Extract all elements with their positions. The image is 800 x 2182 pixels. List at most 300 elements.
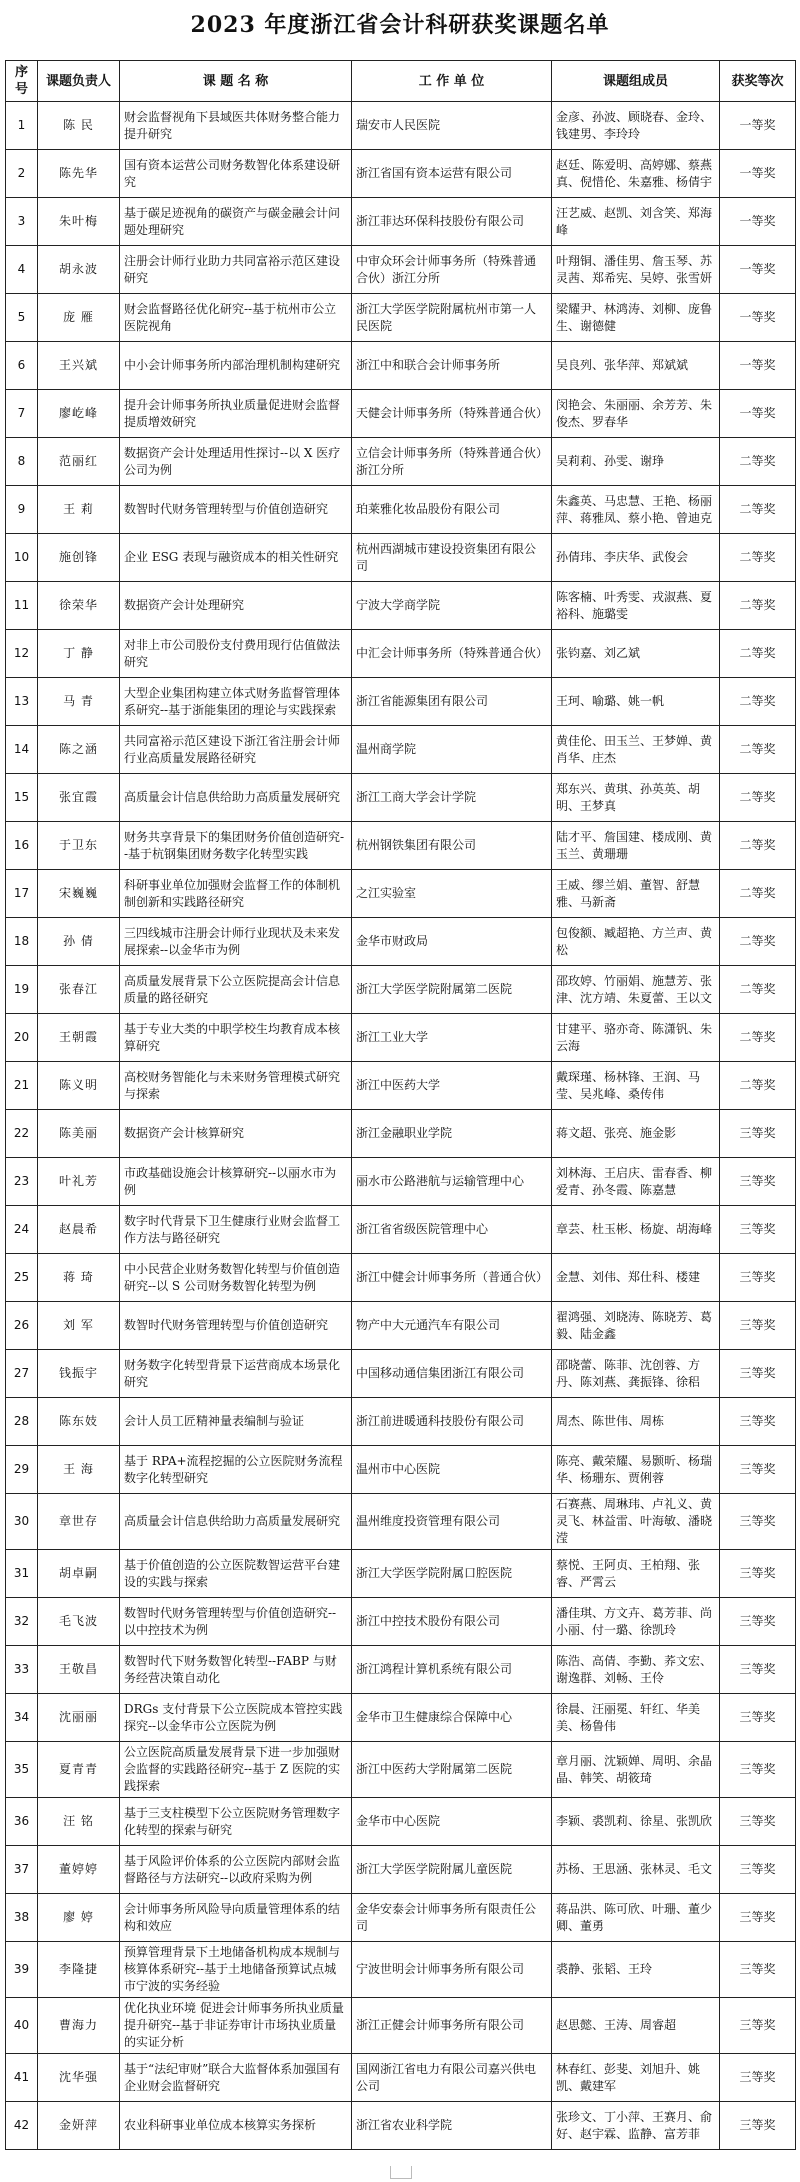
team-members: 陆才平、詹国建、楼成刚、黄玉兰、黄珊珊 [552, 822, 720, 870]
row-number: 33 [6, 1646, 38, 1694]
project-title: 高质量发展背景下公立医院提高会计信息质量的路径研究 [120, 966, 352, 1014]
award-level: 一等奖 [720, 246, 796, 294]
project-leader: 庞 雁 [38, 294, 120, 342]
project-title: 共同富裕示范区建设下浙江省注册会计师行业高质量发展路径研究 [120, 726, 352, 774]
work-unit: 浙江省能源集团有限公司 [352, 678, 552, 726]
row-number: 14 [6, 726, 38, 774]
row-number: 23 [6, 1158, 38, 1206]
project-leader: 刘 军 [38, 1302, 120, 1350]
project-leader: 李隆捷 [38, 1942, 120, 1998]
project-leader: 徐荣华 [38, 582, 120, 630]
award-level: 三等奖 [720, 2102, 796, 2150]
team-members: 张珍文、丁小萍、王赛月、俞好、赵宇霖、监静、富芳菲 [552, 2102, 720, 2150]
team-members: 刘林海、王启庆、雷春香、柳爱青、孙冬霞、陈嘉慧 [552, 1158, 720, 1206]
table-row [6, 1694, 796, 1742]
row-number: 22 [6, 1110, 38, 1158]
team-members: 石赛燕、周琳玮、卢礼义、黄灵飞、林益雷、叶海敏、潘晓滢 [552, 1494, 720, 1550]
project-title: DRGs 支付背景下公立医院成本管控实践探究--以金华市公立医院为例 [120, 1694, 352, 1742]
award-level: 一等奖 [720, 198, 796, 246]
project-title: 基于价值创造的公立医院数智运营平台建设的实践与探索 [120, 1550, 352, 1598]
award-level: 二等奖 [720, 870, 796, 918]
project-leader: 金妍萍 [38, 2102, 120, 2150]
award-level: 三等奖 [720, 1446, 796, 1494]
table-row [6, 1894, 796, 1942]
project-title: 中小民营企业财务数智化转型与价值创造研究--以 S 公司财务数智化转型为例 [120, 1254, 352, 1302]
project-title: 公立医院高质量发展背景下进一步加强财会监督的实践路径研究--基于 Z 医院的实践探索 [120, 1742, 352, 1798]
row-number: 1 [6, 102, 38, 150]
row-number: 19 [6, 966, 38, 1014]
table-row [6, 2054, 796, 2102]
row-number: 40 [6, 1998, 38, 2054]
work-unit: 浙江工业大学 [352, 1014, 552, 1062]
award-level: 二等奖 [720, 678, 796, 726]
project-leader: 朱叶梅 [38, 198, 120, 246]
work-unit: 瑞安市人民医院 [352, 102, 552, 150]
project-leader: 夏青青 [38, 1742, 120, 1798]
awards-table [5, 60, 796, 2150]
table-row [6, 678, 796, 726]
table-row [6, 2102, 796, 2150]
project-title: 对非上市公司股份支付费用现行估值做法研究 [120, 630, 352, 678]
work-unit: 浙江省国有资本运营有限公司 [352, 150, 552, 198]
team-members: 潘佳琪、方文卉、葛芳菲、尚小丽、付一璐、徐凯玲 [552, 1598, 720, 1646]
work-unit: 浙江工商大学会计学院 [352, 774, 552, 822]
team-members: 邵玫婷、竹丽娟、施慧芳、张津、沈方靖、朱夏蕾、王以文 [552, 966, 720, 1014]
project-leader: 毛飞波 [38, 1598, 120, 1646]
project-leader: 叶礼芳 [38, 1158, 120, 1206]
table-header-row [6, 61, 796, 102]
award-level: 三等奖 [720, 1158, 796, 1206]
row-number: 25 [6, 1254, 38, 1302]
table-row [6, 342, 796, 390]
award-level: 三等奖 [720, 1550, 796, 1598]
row-number: 3 [6, 198, 38, 246]
table-row [6, 1014, 796, 1062]
award-level: 二等奖 [720, 582, 796, 630]
team-members: 苏杨、王思涵、张林灵、毛文 [552, 1846, 720, 1894]
award-level: 三等奖 [720, 1302, 796, 1350]
table-row [6, 630, 796, 678]
project-leader: 王敬昌 [38, 1646, 120, 1694]
row-number: 28 [6, 1398, 38, 1446]
award-level: 二等奖 [720, 630, 796, 678]
work-unit: 浙江鸿程计算机系统有限公司 [352, 1646, 552, 1694]
table-row [6, 726, 796, 774]
team-members: 金彦、孙波、顾晓春、金玲、钱建男、李玲玲 [552, 102, 720, 150]
award-level: 三等奖 [720, 1846, 796, 1894]
team-members: 赵廷、陈爱明、高婷娜、蔡燕真、倪惜伦、朱嘉雅、杨倩宇 [552, 150, 720, 198]
team-members: 甘建平、骆亦奇、陈潇钒、朱云海 [552, 1014, 720, 1062]
team-members: 叶翔铜、潘佳男、詹玉琴、苏灵茜、郑希宪、吴婷、张雪妍 [552, 246, 720, 294]
award-level: 三等奖 [720, 1798, 796, 1846]
project-title: 高质量会计信息供给助力高质量发展研究 [120, 774, 352, 822]
table-row [6, 1646, 796, 1694]
header-unit: 工 作 单 位 [352, 61, 552, 102]
team-members: 蒋文超、张亮、施金影 [552, 1110, 720, 1158]
work-unit: 金华安泰会计师事务所有限责任公司 [352, 1894, 552, 1942]
row-number: 31 [6, 1550, 38, 1598]
project-title: 财会监督视角下县域医共体财务整合能力提升研究 [120, 102, 352, 150]
project-leader: 胡卓嗣 [38, 1550, 120, 1598]
project-leader: 王朝霞 [38, 1014, 120, 1062]
work-unit: 中审众环会计师事务所（特殊普通合伙）浙江分所 [352, 246, 552, 294]
table-row [6, 1206, 796, 1254]
work-unit: 丽水市公路港航与运输管理中心 [352, 1158, 552, 1206]
team-members: 裘静、张韬、王玲 [552, 1942, 720, 1998]
work-unit: 之江实验室 [352, 870, 552, 918]
award-level: 二等奖 [720, 918, 796, 966]
work-unit: 浙江省农业科学院 [352, 2102, 552, 2150]
table-row [6, 1742, 796, 1798]
row-number: 18 [6, 918, 38, 966]
team-members: 戴琛瑾、杨林锋、王润、马莹、吴兆峰、桑传伟 [552, 1062, 720, 1110]
project-leader: 廖 婷 [38, 1894, 120, 1942]
work-unit: 金华市中心医院 [352, 1798, 552, 1846]
award-level: 三等奖 [720, 1254, 796, 1302]
work-unit: 珀莱雅化妆品股份有限公司 [352, 486, 552, 534]
project-leader: 王 海 [38, 1446, 120, 1494]
row-number: 5 [6, 294, 38, 342]
page-footer-mark [390, 2166, 412, 2179]
project-leader: 马 青 [38, 678, 120, 726]
row-number: 24 [6, 1206, 38, 1254]
project-leader: 范丽红 [38, 438, 120, 486]
team-members: 梁耀尹、林鸿涛、刘柳、庞鲁生、谢德健 [552, 294, 720, 342]
row-number: 35 [6, 1742, 38, 1798]
project-title: 农业科研事业单位成本核算实务探析 [120, 2102, 352, 2150]
row-number: 7 [6, 390, 38, 438]
project-title: 基于碳足迹视角的碳资产与碳金融会计问题处理研究 [120, 198, 352, 246]
team-members: 孙倩玮、李庆华、武俊会 [552, 534, 720, 582]
team-members: 金慧、刘伟、郑仕科、楼建 [552, 1254, 720, 1302]
header-members: 课题组成员 [552, 61, 720, 102]
award-level: 三等奖 [720, 1598, 796, 1646]
table-row [6, 1302, 796, 1350]
work-unit: 立信会计师事务所（特殊普通合伙）浙江分所 [352, 438, 552, 486]
work-unit: 天健会计师事务所（特殊普通合伙） [352, 390, 552, 438]
row-number: 38 [6, 1894, 38, 1942]
row-number: 36 [6, 1798, 38, 1846]
work-unit: 金华市卫生健康综合保障中心 [352, 1694, 552, 1742]
award-level: 三等奖 [720, 1206, 796, 1254]
work-unit: 浙江大学医学院附属儿童医院 [352, 1846, 552, 1894]
project-leader: 陈之涵 [38, 726, 120, 774]
work-unit: 浙江前进暖通科技股份有限公司 [352, 1398, 552, 1446]
award-level: 三等奖 [720, 2054, 796, 2102]
work-unit: 温州商学院 [352, 726, 552, 774]
project-leader: 陈义明 [38, 1062, 120, 1110]
team-members: 周杰、陈世伟、周栋 [552, 1398, 720, 1446]
row-number: 13 [6, 678, 38, 726]
work-unit: 浙江正健会计师事务所有限公司 [352, 1998, 552, 2054]
work-unit: 浙江菲达环保科技股份有限公司 [352, 198, 552, 246]
table-row [6, 1350, 796, 1398]
award-level: 二等奖 [720, 486, 796, 534]
project-title: 预算管理背景下土地储备机构成本规制与核算体系研究--基于土地储备预算试点城市宁波的实务经验 [120, 1942, 352, 1998]
work-unit: 浙江中和联合会计师事务所 [352, 342, 552, 390]
project-title: 数据资产会计核算研究 [120, 1110, 352, 1158]
project-title: 会计师事务所风险导向质量管理体系的结构和效应 [120, 1894, 352, 1942]
team-members: 赵思懿、王涛、周睿超 [552, 1998, 720, 2054]
team-members: 王珂、喻璐、姚一帆 [552, 678, 720, 726]
project-title: 基于 RPA+流程挖掘的公立医院财务流程数字化转型研究 [120, 1446, 352, 1494]
table-row [6, 1798, 796, 1846]
project-title: 中小会计师事务所内部治理机制构建研究 [120, 342, 352, 390]
header-leader: 课题负责人 [38, 61, 120, 102]
row-number: 16 [6, 822, 38, 870]
row-number: 6 [6, 342, 38, 390]
award-level: 一等奖 [720, 102, 796, 150]
award-level: 二等奖 [720, 822, 796, 870]
table-row [6, 486, 796, 534]
work-unit: 浙江省省级医院管理中心 [352, 1206, 552, 1254]
table-row [6, 1254, 796, 1302]
header-title: 课 题 名 称 [120, 61, 352, 102]
project-title: 科研事业单位加强财会监督工作的体制机制创新和实践路径研究 [120, 870, 352, 918]
table-row [6, 1550, 796, 1598]
team-members: 郑东兴、黄琪、孙英英、胡明、王梦真 [552, 774, 720, 822]
project-title: 基于风险评价体系的公立医院内部财会监督路径与方法研究--以政府采购为例 [120, 1846, 352, 1894]
header-level: 获奖等次 [720, 61, 796, 102]
project-title: 三四线城市注册会计师行业现状及未来发展探索--以金华市为例 [120, 918, 352, 966]
team-members: 张钧嘉、刘乙斌 [552, 630, 720, 678]
project-leader: 陈东妓 [38, 1398, 120, 1446]
project-title: 财会监督路径优化研究--基于杭州市公立医院视角 [120, 294, 352, 342]
work-unit: 物产中大元通汽车有限公司 [352, 1302, 552, 1350]
table-row [6, 150, 796, 198]
project-title: 优化执业环境 促进会计师事务所执业质量提升研究--基于非证券审计市场执业质量的实证分析 [120, 1998, 352, 2054]
project-title: 财务数字化转型背景下运营商成本场景化研究 [120, 1350, 352, 1398]
project-title: 基于专业大类的中职学校生均教育成本核算研究 [120, 1014, 352, 1062]
project-leader: 丁 静 [38, 630, 120, 678]
row-number: 26 [6, 1302, 38, 1350]
project-title: 大型企业集团构建立体式财务监督管理体系研究--基于浙能集团的理论与实践探索 [120, 678, 352, 726]
award-level: 三等奖 [720, 1942, 796, 1998]
table-row [6, 1494, 796, 1550]
table-row [6, 390, 796, 438]
work-unit: 浙江大学医学院附属杭州市第一人民医院 [352, 294, 552, 342]
team-members: 翟鸿强、刘晓涛、陈晓芳、葛毅、陆金鑫 [552, 1302, 720, 1350]
project-title: 高质量会计信息供给助力高质量发展研究 [120, 1494, 352, 1550]
award-level: 二等奖 [720, 966, 796, 1014]
project-title: 数字时代背景下卫生健康行业财会监督工作方法与路径研究 [120, 1206, 352, 1254]
table-row [6, 1158, 796, 1206]
team-members: 章月丽、沈颖婵、周明、余晶晶、韩笑、胡筱琦 [552, 1742, 720, 1798]
work-unit: 杭州西湖城市建设投资集团有限公司 [352, 534, 552, 582]
project-leader: 王兴斌 [38, 342, 120, 390]
project-leader: 董婷婷 [38, 1846, 120, 1894]
team-members: 邵晓蕾、陈菲、沈创蓉、方丹、陈刘燕、龚振锋、徐稆 [552, 1350, 720, 1398]
project-leader: 汪 铭 [38, 1798, 120, 1846]
row-number: 34 [6, 1694, 38, 1742]
project-title: 数智时代财务管理转型与价值创造研究 [120, 486, 352, 534]
table-row [6, 870, 796, 918]
team-members: 汪艺威、赵凯、刘含笑、郑海峰 [552, 198, 720, 246]
table-row [6, 822, 796, 870]
table-row [6, 294, 796, 342]
project-leader: 廖屹峰 [38, 390, 120, 438]
row-number: 41 [6, 2054, 38, 2102]
project-title: 会计人员工匠精神量表编制与验证 [120, 1398, 352, 1446]
project-leader: 张春江 [38, 966, 120, 1014]
document-title: 2023 年度浙江省会计科研获奖课题名单 [190, 12, 610, 38]
table-row [6, 1446, 796, 1494]
table-row [6, 246, 796, 294]
team-members: 徐晨、汪丽冕、轩红、华美美、杨鲁伟 [552, 1694, 720, 1742]
project-title: 财务共享背景下的集团财务价值创造研究--基于杭钢集团财务数字化转型实践 [120, 822, 352, 870]
table-row [6, 918, 796, 966]
table-row [6, 198, 796, 246]
row-number: 37 [6, 1846, 38, 1894]
project-title: 国有资本运营公司财务数智化体系建设研究 [120, 150, 352, 198]
team-members: 蒋品洪、陈可欣、叶珊、董少卿、董勇 [552, 1894, 720, 1942]
work-unit: 杭州钢铁集团有限公司 [352, 822, 552, 870]
project-leader: 于卫东 [38, 822, 120, 870]
row-number: 21 [6, 1062, 38, 1110]
work-unit: 宁波世明会计师事务所有限公司 [352, 1942, 552, 1998]
project-title: 基于三支柱模型下公立医院财务管理数字化转型的探索与研究 [120, 1798, 352, 1846]
row-number: 8 [6, 438, 38, 486]
team-members: 吴莉莉、孙雯、谢琤 [552, 438, 720, 486]
award-level: 三等奖 [720, 1742, 796, 1798]
team-members: 吴良列、张华萍、郑斌斌 [552, 342, 720, 390]
project-leader: 赵晨希 [38, 1206, 120, 1254]
award-level: 三等奖 [720, 1350, 796, 1398]
row-number: 10 [6, 534, 38, 582]
project-leader: 陈先华 [38, 150, 120, 198]
row-number: 39 [6, 1942, 38, 1998]
award-level: 二等奖 [720, 726, 796, 774]
team-members: 包俊额、臧超艳、方兰声、黄松 [552, 918, 720, 966]
table-row [6, 102, 796, 150]
row-number: 9 [6, 486, 38, 534]
award-level: 三等奖 [720, 1694, 796, 1742]
work-unit: 浙江中健会计师事务所（普通合伙） [352, 1254, 552, 1302]
team-members: 朱鑫英、马忠慧、王艳、杨丽萍、蒋雅凤、蔡小艳、曾迪克 [552, 486, 720, 534]
project-leader: 陈美丽 [38, 1110, 120, 1158]
project-title: 企业 ESG 表现与融资成本的相关性研究 [120, 534, 352, 582]
project-leader: 钱振宇 [38, 1350, 120, 1398]
award-level: 三等奖 [720, 1894, 796, 1942]
header-no: 序号 [6, 61, 38, 102]
award-level: 三等奖 [720, 1110, 796, 1158]
row-number: 12 [6, 630, 38, 678]
award-level: 三等奖 [720, 1398, 796, 1446]
team-members: 陈浩、高倩、李勤、荞文宏、谢逸群、刘畅、王伶 [552, 1646, 720, 1694]
table-row [6, 582, 796, 630]
work-unit: 浙江中控技术股份有限公司 [352, 1598, 552, 1646]
row-number: 29 [6, 1446, 38, 1494]
work-unit: 浙江大学医学院附属第二医院 [352, 966, 552, 1014]
project-leader: 施创锋 [38, 534, 120, 582]
row-number: 17 [6, 870, 38, 918]
award-level: 一等奖 [720, 342, 796, 390]
work-unit: 温州维度投资管理有限公司 [352, 1494, 552, 1550]
row-number: 4 [6, 246, 38, 294]
project-leader: 沈丽丽 [38, 1694, 120, 1742]
project-leader: 张宜霞 [38, 774, 120, 822]
work-unit: 国网浙江省电力有限公司嘉兴供电公司 [352, 2054, 552, 2102]
project-title: 数据资产会计处理研究 [120, 582, 352, 630]
team-members: 章芸、杜玉彬、杨旋、胡海峰 [552, 1206, 720, 1254]
project-leader: 曹海力 [38, 1998, 120, 2054]
row-number: 20 [6, 1014, 38, 1062]
work-unit: 金华市财政局 [352, 918, 552, 966]
row-number: 2 [6, 150, 38, 198]
row-number: 30 [6, 1494, 38, 1550]
work-unit: 浙江大学医学院附属口腔医院 [352, 1550, 552, 1598]
project-leader: 陈 民 [38, 102, 120, 150]
team-members: 闵艳会、朱丽丽、余芳芳、朱俊杰、罗春华 [552, 390, 720, 438]
award-level: 二等奖 [720, 534, 796, 582]
project-leader: 宋巍巍 [38, 870, 120, 918]
award-level: 三等奖 [720, 1998, 796, 2054]
table-row [6, 1062, 796, 1110]
table-row [6, 966, 796, 1014]
table-row [6, 1942, 796, 1998]
team-members: 林春红、彭斐、刘旭升、姚凯、戴建军 [552, 2054, 720, 2102]
table-row [6, 1110, 796, 1158]
work-unit: 浙江金融职业学院 [352, 1110, 552, 1158]
table-row [6, 534, 796, 582]
team-members: 蔡悦、王阿贞、王柏翔、张睿、严霄云 [552, 1550, 720, 1598]
team-members: 黄佳伦、田玉兰、王梦婵、黄肖华、庄杰 [552, 726, 720, 774]
table-row [6, 1998, 796, 2054]
work-unit: 浙江中医药大学附属第二医院 [352, 1742, 552, 1798]
project-title: 市政基础设施会计核算研究--以丽水市为例 [120, 1158, 352, 1206]
team-members: 陈客楠、叶秀雯、戎淑燕、夏裕科、施璐雯 [552, 582, 720, 630]
award-level: 一等奖 [720, 150, 796, 198]
project-title: 数智时代财务管理转型与价值创造研究--以中控技术为例 [120, 1598, 352, 1646]
project-title: 提升会计师事务所执业质量促进财会监督提质增效研究 [120, 390, 352, 438]
work-unit: 宁波大学商学院 [352, 582, 552, 630]
award-level: 一等奖 [720, 294, 796, 342]
row-number: 15 [6, 774, 38, 822]
team-members: 李颖、裘凯莉、徐星、张凯欣 [552, 1798, 720, 1846]
team-members: 陈亮、戴荣耀、易颢昕、杨瑞华、杨珊东、贾俐蓉 [552, 1446, 720, 1494]
project-title: 注册会计师行业助力共同富裕示范区建设研究 [120, 246, 352, 294]
project-leader: 蒋 琦 [38, 1254, 120, 1302]
table-row [6, 774, 796, 822]
project-title: 基于“法纪审财”联合大监督体系加强国有企业财会监督研究 [120, 2054, 352, 2102]
row-number: 11 [6, 582, 38, 630]
team-members: 王威、缪兰娟、董智、舒慧雅、马新斋 [552, 870, 720, 918]
award-level: 三等奖 [720, 1646, 796, 1694]
award-level: 二等奖 [720, 438, 796, 486]
project-title: 数智时代下财务数智化转型--FABP 与财务经营决策自动化 [120, 1646, 352, 1694]
row-number: 27 [6, 1350, 38, 1398]
table-row [6, 438, 796, 486]
table-body [6, 102, 796, 2150]
award-level: 一等奖 [720, 390, 796, 438]
project-leader: 胡永波 [38, 246, 120, 294]
table-row [6, 1846, 796, 1894]
project-leader: 沈华强 [38, 2054, 120, 2102]
award-level: 二等奖 [720, 1014, 796, 1062]
award-level: 三等奖 [720, 1494, 796, 1550]
work-unit: 浙江中医药大学 [352, 1062, 552, 1110]
award-level: 二等奖 [720, 774, 796, 822]
work-unit: 中汇会计师事务所（特殊普通合伙） [352, 630, 552, 678]
row-number: 42 [6, 2102, 38, 2150]
table-row [6, 1398, 796, 1446]
project-leader: 孙 倩 [38, 918, 120, 966]
project-title: 数据资产会计处理适用性探讨--以 X 医疗公司为例 [120, 438, 352, 486]
row-number: 32 [6, 1598, 38, 1646]
award-level: 二等奖 [720, 1062, 796, 1110]
project-leader: 章世存 [38, 1494, 120, 1550]
project-title: 高校财务智能化与未来财务管理模式研究与探索 [120, 1062, 352, 1110]
